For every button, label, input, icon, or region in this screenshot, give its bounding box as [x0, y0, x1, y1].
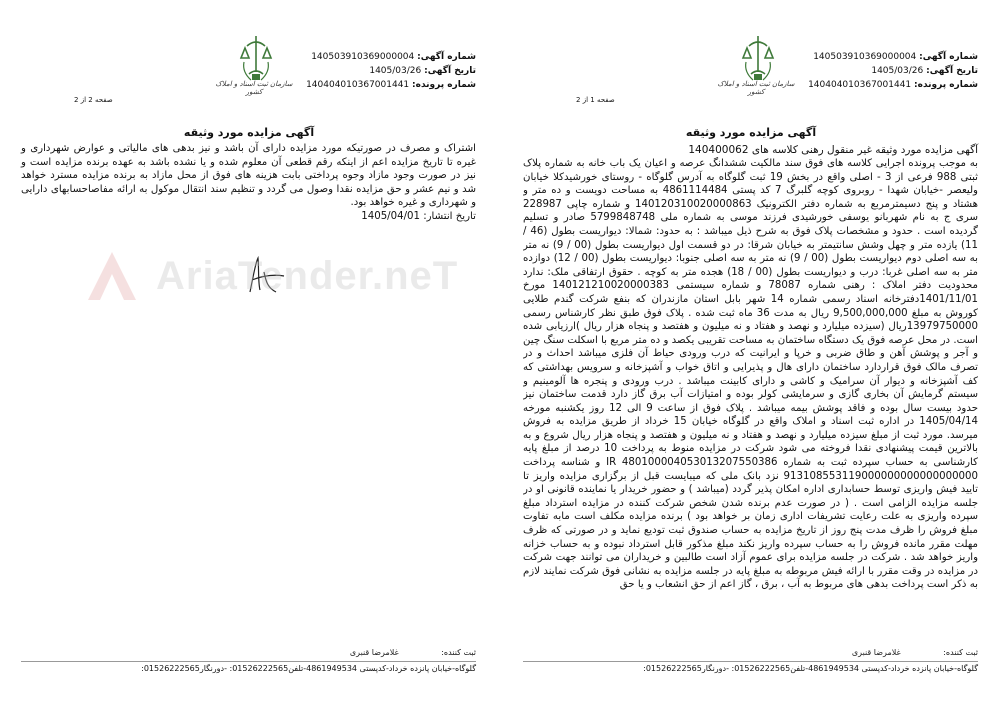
body-text: به موجب پرونده اجرایی کلاسه های فوق سند مالکیت ششدانگ عرصه و اعیان یک باب خانه به شماره پلاک ثبتی 988 فرعی از 3 - اصلی واقع در بخش 19 ثبت گلوگاه به آدرس گلوگاه - روستای خورشیدکلا خیابان ولیعصر -خیابان شهدا - روبروی کوچه گلبرگ 7 کد پستی 4861114484 به مساحت دویست و ده متر و هشتاد و پنج دسیمترمربع به شماره دفتر الکترونیک 140120310020000863 و شماره چاپی 228987 سری ج به نام شهربانو یوسفی خورشیدی فرزند موسی به شماره ملی 5799848748 صادر و تسلیم گردیده است . حدود و مشخصات پلاک فوق به شرح ذیل میباشد : به حدود: شمالا: دیواریست بطول (46 / 11) یازده متر و چهل وشش سانتیمتر به خیابان شرقا: در دو قسمت اول دیواریست بطول (00 / 9) نه متر به سه اصلی دوم دیواریست بطول (00 / 9) نه متر به سه اصلی جنوبا: دیواریست بطول (00 / 12) دوازده متر به سه اصلی غربا: درب و دیواریست بطول (00 / 18) هجده متر به کوچه . حقوق ارتفاقی ملک: ندارد محدودیت دفتر املاک : رهنی شماره 78087 و شماره سیستمی 140121210020000383 مورخ 1401/11/01دفترخانه اسناد رسمی شماره 14 شهر بابل استان مازندران که بنفع شرکت گندم طلایی کوروش به مبلغ 9,500,000,000 ریال به مدت 36 ماه ثبت شده . پلاک فوق طبق نظر کارشناس رسمی 13979750000ریال (سیزده میلیارد و نهصد و هفتاد و نه میلیون و هفتصد و پنجاه هزار ریال )ارزیابی شده است. در محل عرصه فوق یک دستگاه ساختمان به مساحت تقریبی یکصد و ده متر مربع با اسکلت سنگ چین و آجر و پوشش آهن و طاق ضربی و خرپا و ایرانیت که درب ورودی حیاط آن فلزی میباشد احداث و در تصرف مالک فوق قراردارد ساختمان دارای هال و پذیرایی و اتاق خواب و آشپزخانه و سرویس بهداشتی که کف آشپزخانه و دیوار آن سرامیک و کاشی و دارای کابینت میباشد . درب ورودی و پنجره ها آلومینیم و سیستم گرمایش آن بخاری گازی و سرمایشی کولر بوده و امتیازات آب برق گاز دارد قدمت ساختمان نیز حدود بیست سال بوده و فاقد پوشش بیمه میباشد . پلاک فوق از ساعت 9 الی 12 روز یکشنبه مورخه 1405/04/14 در اداره ثبت اسناد و املاک واقع در گلوگاه خیابان 15 خرداد از طریق مزایده به فروش میرسد. مورد ثبت از مبلغ سیزده میلیارد و نهصد و هفتاد و نه میلیون و هفتصد و پنجاه هزار ریال شروع و به بالاترین قیمت پیشنهادی نقدا فروخته می شود شرکت در مزایده منوط به پرداخت 10 درصد از مبلغ پایه کارشناسی به حساب سپرده ثبت به شماره IR 480100004053013207550386 و شناسه پرداخت 913108553119000000000000000000 نزد بانک ملی که میبایست قبل از برگزاری مزایده واریز تا تایید فیش واریزی توسط حسابداری اداره امکان پذیر گردد (میباشد ) و حضور خریدار یا نماینده قانونی او در جلسه مزایده الزامی است . ( در صورت عدم برنده شدن شخص شرکت کننده در مزایده استرداد مبلغ سپرده واریزی به علت رعایت تشریفات اداری زمان بر خواهد بود ) برنده مزایده مکلف است مابه تفاوت مبلغ فروش را ظرف مدت پنج روز از تاریخ مزایده به حساب صندوق ثبت تودیع نماید و در صورتی که ظرف مهلت مقرر مانده فروش را به حساب سپرده واریز نکند مبلغ مذکور قابل استرداد نبوده و به حساب خزانه واریز خواهد شد . شرکت در جلسه مزایده برای عموم آزاد است طالبین و خریداران می توانند جهت شرکت در مزایده در وقت مقرر با ارائه فیش مربوطه به مبلغ پایه در جلسه مزایده به نشانی فوق شرکت نمایند لازم به ذکر است پرداخت بدهی های مربوط به آب ، برق ، گاز اعم از حق انشعاب و یا حق: [523, 158, 978, 591]
signer-name: غلامرضا قنبری: [349, 648, 399, 657]
watermark-text: AriaTender.neT: [156, 254, 459, 298]
organization-name: سازمان ثبت اسناد و املاک کشور: [717, 80, 795, 96]
watermark: [82, 248, 459, 308]
signer-label: ثبت کننده:: [943, 648, 978, 657]
case-number-label: شماره پرونده:: [412, 80, 476, 90]
case-number: 140404010367001441: [306, 80, 410, 90]
ad-date-label: تاریخ آگهی:: [926, 66, 978, 76]
body-text: [21, 142, 476, 224]
document-page-1: [516, 0, 986, 706]
page-number: صفحه 1 از 2: [576, 96, 615, 104]
page-number: صفحه 2 از 2: [74, 96, 113, 104]
ad-date: 1405/03/26: [369, 66, 422, 76]
footer-divider: [523, 661, 978, 662]
ad-number: 140503910369000004: [311, 52, 415, 62]
signer-line: [523, 648, 978, 657]
signer-name: غلامرضا قنبری: [851, 648, 901, 657]
ad-number-label: شماره آگهی:: [919, 52, 978, 62]
publish-date-line: تاریخ انتشار: 1405/04/01: [361, 210, 476, 222]
signer-label: ثبت کننده:: [441, 648, 476, 657]
ad-number-label: شماره آگهی:: [417, 52, 476, 62]
page-title: آگهی مزایده مورد وثیقه: [685, 126, 817, 139]
signer-line: [21, 648, 476, 657]
organization-name: سازمان ثبت اسناد و املاک کشور: [215, 80, 293, 96]
ad-date: 1405/03/26: [871, 66, 924, 76]
footer-divider: [21, 661, 476, 662]
document-page-2: [14, 0, 484, 706]
case-number: 140404010367001441: [808, 80, 912, 90]
watermark-logo-icon: [82, 248, 142, 308]
page-title: آگهی مزایده مورد وثیقه: [183, 126, 315, 139]
ad-number: 140503910369000004: [813, 52, 917, 62]
body-paragraph: اشتراک و مصرف در صورتیکه مورد مزایده دارای آن باشد و نیز بدهی های مالیاتی و عوارض شهرداری و غیره تا تاریخ مزایده اعم از اینکه رقم قطعی آن معلوم شده و یا نشده باشد به عهده برنده مزایده است و نیز در صورت وجود مازاد وجوه پرداختی بابت هزینه های فوق از محل مازاد به برنده مزایده مسترد خواهد شد و نیم عشر و حق مزایده نقدا وصول می گردد و تنظیم سند انتقال موکول به ارائه مفاصاحسابهای دارایی و شهرداری و غیره خواهد بود.: [21, 143, 476, 209]
ad-meta-block: [808, 50, 978, 92]
ad-date-label: تاریخ آگهی:: [424, 66, 476, 76]
case-number-label: شماره پرونده:: [914, 80, 978, 90]
ad-meta-block: [306, 50, 476, 92]
page-subtitle: آگهی مزایده مورد وثیقه غیر منقول رهنی کلاسه های 140400062: [688, 144, 978, 156]
footer-address: گلوگاه-خیابان پانزده خرداد-کدپستی 4861949534-تلفن01526222565: -دورنگار01526222565:: [141, 664, 476, 673]
footer-address: گلوگاه-خیابان پانزده خرداد-کدپستی 4861949534-تلفن01526222565: -دورنگار01526222565:: [643, 664, 978, 673]
